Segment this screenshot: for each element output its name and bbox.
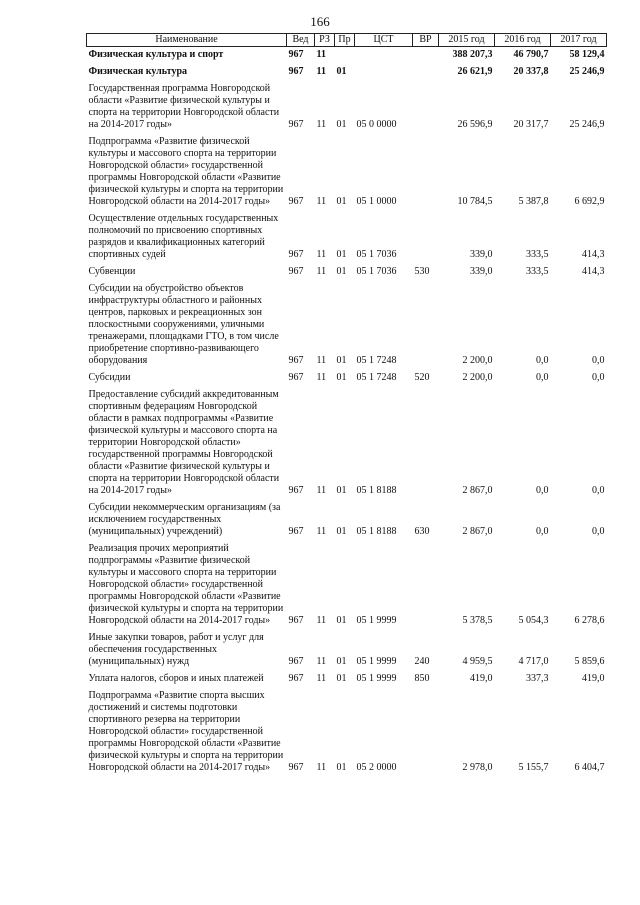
cell-pr: 01 xyxy=(336,656,347,667)
cell-rz: 11 xyxy=(316,372,327,383)
cell-2017: 0,0 xyxy=(592,526,605,537)
cell-name: Физическая культура и спорт xyxy=(88,49,224,60)
cell-vr xyxy=(413,134,439,211)
table-row xyxy=(87,281,607,370)
cell-cst xyxy=(355,47,413,65)
cell-vr xyxy=(413,688,439,777)
cell-rz: 11 xyxy=(316,249,327,260)
cell-name: Субвенции xyxy=(88,266,136,277)
table-header xyxy=(87,34,607,47)
cell-vr xyxy=(413,541,439,630)
cell-vr: 240 xyxy=(414,656,430,667)
cell-cst: 05 1 7036 xyxy=(356,266,397,277)
cell-name: Уплата налогов, сборов и иных платежей xyxy=(88,673,264,684)
cell-rz: 11 xyxy=(316,119,327,130)
cell-2016: 337,3 xyxy=(526,673,549,684)
cell-name: Осуществление отдельных государственных полномочий по присвоению спортивных разрядов и квалификационных категорий спортивных судей xyxy=(88,213,279,260)
cell-cst: 05 1 8188 xyxy=(356,526,397,537)
cell-vr: 520 xyxy=(414,372,430,383)
cell-pr: 01 xyxy=(336,249,347,260)
cell-2016: 0,0 xyxy=(536,372,549,383)
table-row xyxy=(87,500,607,541)
cell-name: Субсидии некоммерческим организациям (за исключением государственных (муниципальных) учреждений) xyxy=(88,502,281,537)
cell-vr xyxy=(413,211,439,264)
cell-vr xyxy=(413,281,439,370)
header-2017: 2017 год xyxy=(551,34,607,47)
cell-ved: 967 xyxy=(288,196,304,207)
cell-vr xyxy=(413,387,439,500)
cell-ved: 967 xyxy=(288,673,304,684)
cell-pr: 01 xyxy=(336,196,347,207)
cell-name: Реализация прочих мероприятий подпрограммы «Развитие физической культуры и массового спорта на территории Новгородской области» государственной программы Новгородской области «Развитие физической культуры и спорта на территории Новгородской области на 2014-2017 годы» xyxy=(88,543,284,626)
cell-2016: 5 155,7 xyxy=(518,762,549,773)
cell-2015: 339,0 xyxy=(470,249,493,260)
table-row xyxy=(87,264,607,281)
table-row xyxy=(87,630,607,671)
cell-2015: 388 207,3 xyxy=(452,49,493,60)
cell-2016: 20 337,8 xyxy=(513,66,549,77)
table-row xyxy=(87,671,607,688)
cell-ved: 967 xyxy=(288,485,304,496)
cell-cst: 05 1 9999 xyxy=(356,673,397,684)
cell-ved: 967 xyxy=(288,355,304,366)
cell-2015: 339,0 xyxy=(470,266,493,277)
cell-cst xyxy=(355,64,413,81)
cell-2017: 25 246,9 xyxy=(569,119,605,130)
cell-ved: 967 xyxy=(288,266,304,277)
cell-vr xyxy=(413,64,439,81)
cell-2015: 10 784,5 xyxy=(457,196,493,207)
table-row xyxy=(87,688,607,777)
cell-cst: 05 1 7248 xyxy=(356,372,397,383)
cell-pr: 01 xyxy=(336,673,347,684)
cell-vr xyxy=(413,81,439,134)
cell-ved: 967 xyxy=(288,762,304,773)
table-body xyxy=(87,47,607,778)
cell-2016: 333,5 xyxy=(526,266,549,277)
header-2016: 2016 год xyxy=(495,34,551,47)
table-row xyxy=(87,541,607,630)
cell-ved: 967 xyxy=(288,526,304,537)
cell-2015: 26 621,9 xyxy=(457,66,493,77)
cell-2017: 0,0 xyxy=(592,355,605,366)
table-row xyxy=(87,64,607,81)
cell-2016: 0,0 xyxy=(536,526,549,537)
cell-2016: 20 317,7 xyxy=(513,119,549,130)
cell-2017: 25 246,9 xyxy=(569,66,605,77)
cell-pr: 01 xyxy=(336,615,347,626)
cell-rz: 11 xyxy=(316,196,327,207)
cell-pr: 01 xyxy=(336,355,347,366)
cell-rz: 11 xyxy=(316,485,327,496)
cell-2016: 46 790,7 xyxy=(513,49,549,60)
cell-pr: 01 xyxy=(336,526,347,537)
cell-ved: 967 xyxy=(288,119,304,130)
table-row xyxy=(87,370,607,387)
cell-2015: 4 959,5 xyxy=(462,656,493,667)
cell-rz: 11 xyxy=(316,66,326,77)
cell-2017: 6 404,7 xyxy=(574,762,605,773)
cell-cst: 05 1 7248 xyxy=(356,355,397,366)
cell-2017: 419,0 xyxy=(582,673,605,684)
cell-cst: 05 1 8188 xyxy=(356,485,397,496)
cell-vr: 630 xyxy=(414,526,430,537)
header-pr: Пр xyxy=(335,34,355,47)
cell-pr: 01 xyxy=(336,119,347,130)
cell-2017: 6 278,6 xyxy=(574,615,605,626)
cell-2017: 0,0 xyxy=(592,372,605,383)
cell-pr: 01 xyxy=(336,485,347,496)
header-cst: ЦСТ xyxy=(355,34,413,47)
cell-name: Иные закупки товаров, работ и услуг для обеспечения государственных (муниципальных) нужд xyxy=(88,632,264,667)
cell-rz: 11 xyxy=(316,355,327,366)
header-rz: РЗ xyxy=(315,34,335,47)
header-name: Наименование xyxy=(87,34,287,47)
cell-2017: 5 859,6 xyxy=(574,656,605,667)
cell-2017: 58 129,4 xyxy=(569,49,605,60)
table-row xyxy=(87,387,607,500)
cell-2016: 333,5 xyxy=(526,249,549,260)
cell-cst: 05 0 0000 xyxy=(356,119,397,130)
cell-vr xyxy=(413,47,439,65)
cell-2015: 2 978,0 xyxy=(462,762,493,773)
cell-2015: 419,0 xyxy=(470,673,493,684)
cell-2015: 5 378,5 xyxy=(462,615,493,626)
cell-2015: 2 200,0 xyxy=(462,372,493,383)
cell-vr: 850 xyxy=(414,673,430,684)
table-row xyxy=(87,134,607,211)
cell-2015: 2 867,0 xyxy=(462,526,493,537)
cell-2015: 26 596,9 xyxy=(457,119,493,130)
cell-2017: 6 692,9 xyxy=(574,196,605,207)
cell-ved: 967 xyxy=(288,656,304,667)
cell-2016: 0,0 xyxy=(536,485,549,496)
cell-ved: 967 xyxy=(288,249,304,260)
cell-2016: 0,0 xyxy=(536,355,549,366)
cell-2017: 414,3 xyxy=(582,249,605,260)
cell-2016: 5 054,3 xyxy=(518,615,549,626)
cell-cst: 05 2 0000 xyxy=(356,762,397,773)
cell-pr: 01 xyxy=(336,762,347,773)
cell-rz: 11 xyxy=(316,615,327,626)
cell-pr: 01 xyxy=(336,266,347,277)
header-vr: ВР xyxy=(413,34,439,47)
cell-2017: 414,3 xyxy=(582,266,605,277)
cell-2016: 5 387,8 xyxy=(518,196,549,207)
cell-rz: 11 xyxy=(316,762,327,773)
cell-cst: 05 1 7036 xyxy=(356,249,397,260)
table-row xyxy=(87,81,607,134)
cell-rz: 11 xyxy=(316,673,327,684)
page-number: 166 xyxy=(310,14,330,29)
cell-rz: 11 xyxy=(316,526,327,537)
cell-ved: 967 xyxy=(288,372,304,383)
cell-name: Подпрограмма «Развитие физической культуры и массового спорта на территории Новгородской области» государственной программы Новгородской области «Развитие физической культуры и спорта на территории Новгородской области на 2014-2017 годы» xyxy=(88,136,284,207)
cell-ved: 967 xyxy=(288,66,304,77)
cell-pr xyxy=(335,47,355,65)
table-row xyxy=(87,47,607,65)
header-2015: 2015 год xyxy=(439,34,495,47)
cell-2015: 2 867,0 xyxy=(462,485,493,496)
cell-name: Подпрограмма «Развитие спорта высших достижений и системы подготовки спортивного резерва на территории Новгородской области» государственной программы Новгородской области «Развитие физической культуры и спорта на территории Новгородской области на 2014-2017 годы» xyxy=(88,690,284,773)
cell-rz: 11 xyxy=(316,266,327,277)
cell-vr: 530 xyxy=(414,266,430,277)
table-row xyxy=(87,211,607,264)
cell-name: Субсидии на обустройство объектов инфраструктуры областного и районных центров, парковых и рекреационных зон плоскостными сооружениями, уличными тренажерами, площадками ГТО, в том числе приобретение спортивно-развивающего оборудования xyxy=(88,283,279,366)
cell-2017: 0,0 xyxy=(592,485,605,496)
cell-rz: 11 xyxy=(316,49,326,60)
budget-table xyxy=(86,33,607,777)
cell-2016: 4 717,0 xyxy=(518,656,549,667)
cell-pr: 01 xyxy=(336,66,347,77)
cell-pr: 01 xyxy=(336,372,347,383)
cell-cst: 05 1 0000 xyxy=(356,196,397,207)
cell-name: Физическая культура xyxy=(88,66,188,77)
cell-name: Предоставление субсидий аккредитованным спортивным федерациям Новгородской области в рамках подпрограммы «Развитие физической культуры и массового спорта на территории Новгородской области» государственной программы Новгородской области «Развитие физической культуры и спорта на территории Новгородской области на 2014-2017 годы» xyxy=(88,389,280,496)
cell-name: Субсидии xyxy=(88,372,131,383)
cell-rz: 11 xyxy=(316,656,327,667)
cell-cst: 05 1 9999 xyxy=(356,615,397,626)
header-ved: Вед xyxy=(287,34,315,47)
cell-ved: 967 xyxy=(288,49,304,60)
cell-name: Государственная программа Новгородской области «Развитие физической культуры и спорта на территории Новгородской области на 2014-2017 годы» xyxy=(88,83,280,130)
cell-2015: 2 200,0 xyxy=(462,355,493,366)
cell-ved: 967 xyxy=(288,615,304,626)
cell-cst: 05 1 9999 xyxy=(356,656,397,667)
